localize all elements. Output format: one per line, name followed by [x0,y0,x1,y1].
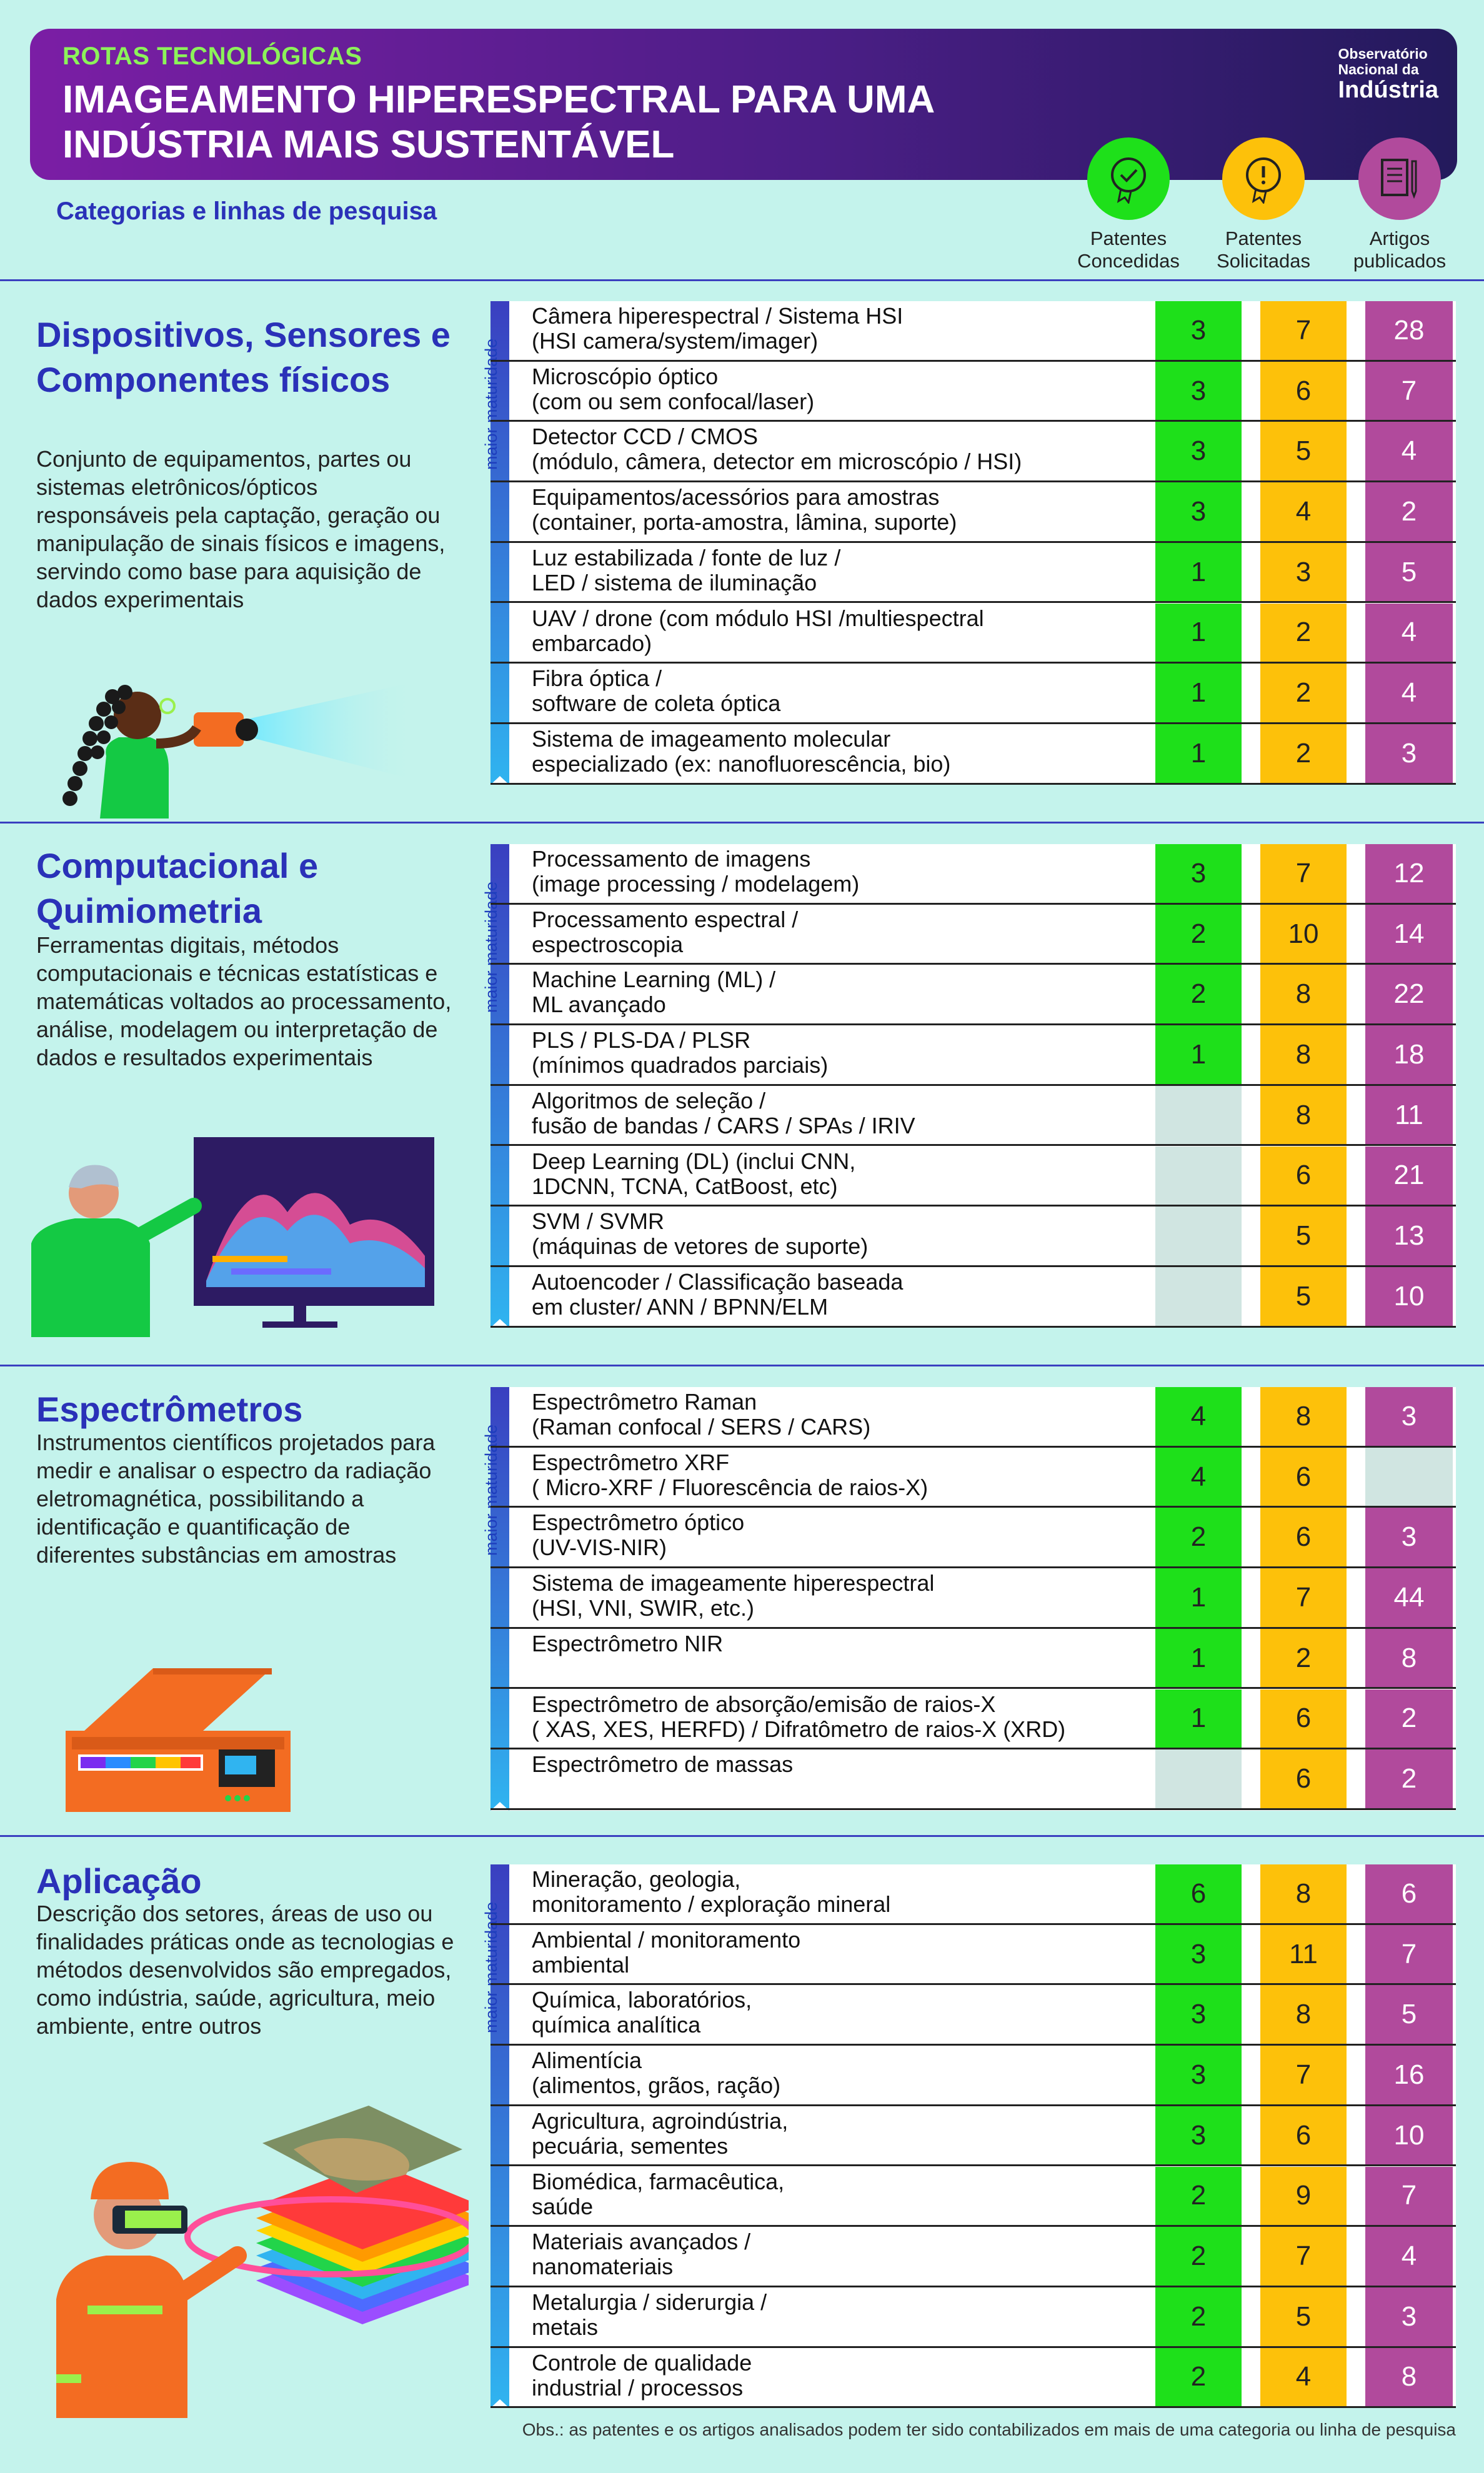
row-label [532,666,1188,716]
row-label-line1: Espectrômetro Raman [532,1389,757,1415]
requested-patents-cell: 8 [1260,1985,1347,2044]
row-label-line1: Sistema de imageamento molecular [532,725,891,752]
row-label-line2: (alimentos, grãos, ração) [532,2072,781,2099]
granted-patents-cell: 2 [1155,905,1242,963]
footnote: Obs.: as patentes e os artigos analisados podem ter sido contabilizados em mais de uma categoria ou linha de pesquisa [522,2420,1456,2439]
requested-patents-cell: 8 [1260,1864,1347,1923]
articles-cell: 5 [1365,543,1453,602]
requested-patents-cell: 7 [1260,2046,1347,2104]
row-label-line1: Processamento espectral / [532,906,799,932]
row-label-line2: industrial / processos [532,2374,744,2401]
row-label-line1: Mineração, geologia, [532,1866,741,1892]
requested-patents-cell: 6 [1260,1448,1347,1506]
row-label-line1: Deep Learning (DL) (inclui CNN, [532,1148,856,1174]
row-label [532,2169,1188,2219]
articles-cell: 3 [1365,724,1453,783]
row-label [532,1631,1188,1656]
row-label-line1: Sistema de imageamente hiperespectral [532,1570,935,1596]
row-label-line1: Controle de qualidade [532,2349,752,2376]
requested-patents-cell: 6 [1260,2106,1347,2165]
table-row [491,1629,1456,1689]
row-label [532,1209,1188,1259]
requested-patents-cell: 9 [1260,2167,1347,2226]
table-row [491,1147,1456,1207]
requested-patents-cell: 2 [1260,604,1347,662]
granted-patents-cell: 4 [1155,1448,1242,1506]
articles-cell: 18 [1365,1025,1453,1084]
section-title-aplicacao: Aplicação [36,1861,202,1901]
row-label-line1: Espectrômetro de massas [532,1751,794,1778]
row-label-line2: software de coleta óptica [532,690,781,717]
articles-cell: 3 [1365,2287,1453,2346]
requested-patents-cell: 8 [1260,1025,1347,1084]
row-label [532,1149,1188,1199]
articles-cell: 7 [1365,1925,1453,1984]
section-desc-computacional: Ferramentas digitais, métodos computacionais e técnicas estatísticas e matemáticas voltados ao processamento, análise, modelagem ou interpretação de dados e resultados experimentais [36,932,452,1070]
table-row [491,1267,1456,1328]
row-label-line1: Fibra óptica / [532,665,662,692]
row-label-line2: (com ou sem confocal/laser) [532,388,815,414]
row-label-line1: Luz estabilizada / fonte de luz / [532,544,841,570]
requested-patents-cell: 6 [1260,1689,1347,1748]
granted-patents-cell: 1 [1155,1025,1242,1084]
row-label-line1: Espectrômetro de absorção/emisão de raios-X [532,1691,996,1717]
maturity-label: maior maturidade [482,1424,500,1556]
table-row [491,362,1456,422]
table-row [491,1086,1456,1147]
row-label-line2: metais [532,2314,599,2340]
row-label-line1: Metalurgia / siderurgia / [532,2289,767,2315]
requested-patents-cell: 2 [1260,724,1347,783]
table-row [491,301,1456,362]
requested-patents-cell: 5 [1260,1267,1347,1326]
logo-line3: Indústria [1338,77,1438,103]
section-desc-espectrometros: Instrumentos científicos projetados para medir e analisar o espectro da radiação eletromagnética, possibilitando a identificação e quantificação de diferentes substâncias em amostras [36,1430,436,1568]
granted-patents-cell: 3 [1155,2106,1242,2165]
row-label-line2: (HSI, VNI, SWIR, etc.) [532,1595,755,1621]
row-label-line2: 1DCNN, TCNA, CatBoost, etc) [532,1173,838,1199]
articles-cell: 3 [1365,1508,1453,1566]
requested-patents-cell: 6 [1260,1749,1347,1808]
requested-patents-cell: 6 [1260,362,1347,420]
table-row [491,482,1456,543]
table-row [491,1207,1456,1267]
row-label-line1: PLS / PLS-DA / PLSR [532,1027,751,1053]
row-label-line1: UAV / drone (com módulo HSI /multiespectral [532,605,984,631]
requested-patents-cell: 11 [1260,1925,1347,1984]
articles-cell: 7 [1365,2167,1453,2226]
table-row [491,1864,1456,1925]
articles-cell: 4 [1365,422,1453,480]
row-label-line1: Microscópio óptico [532,363,719,389]
row-label-line2: especializado (ex: nanofluorescência, bio) [532,750,951,777]
row-label-line1: Espectrômetro NIR [532,1630,724,1656]
requested-patents-cell: 5 [1260,422,1347,480]
articles-cell: 10 [1365,1267,1453,1326]
row-label [532,1571,1188,1621]
articles-cell: 16 [1365,2046,1453,2104]
row-label-line1: Ambiental / monitoramento [532,1926,801,1953]
section-divider [0,1365,1484,1366]
table-row [491,1448,1456,1508]
table-computacional [482,844,1456,1328]
table-row [491,1387,1456,1448]
row-label-line2: (image processing / modelagem) [532,871,860,897]
table-row [491,1689,1456,1750]
table-row [491,2287,1456,2348]
table-row [491,905,1456,965]
page-title: IMAGEAMENTO HIPERESPECTRAL PARA UMA INDÚSTRIA MAIS SUSTENTÁVEL [62,78,934,166]
spectrometer-illustration [59,1656,309,1818]
row-label-line1: Agricultura, agroindústria, [532,2107,789,2134]
granted-patents-cell [1155,1267,1242,1326]
requested-patents-cell: 5 [1260,2287,1347,2346]
article-pen-icon [1358,137,1441,220]
section-divider [0,1835,1484,1837]
articles-cell: 6 [1365,1864,1453,1923]
row-label-line2: pecuária, sementes [532,2132,729,2159]
table-row [491,422,1456,482]
requested-patents-cell: 7 [1260,2227,1347,2286]
row-label-line2: em cluster/ ANN / BPNN/ELM [532,1293,829,1320]
table-row [491,1985,1456,2046]
row-label [532,847,1188,897]
row-label-line2: (mínimos quadrados parciais) [532,1052,829,1078]
row-label [532,1928,1188,1978]
granted-patents-cell: 3 [1155,1985,1242,2044]
table-row [491,664,1456,724]
row-label-line2: (Raman confocal / SERS / CARS) [532,1414,871,1440]
row-label-line1: Equipamentos/acessórios para amostras [532,484,940,510]
articles-cell: 14 [1365,905,1453,963]
row-label [532,2109,1188,2159]
row-label [532,364,1188,414]
granted-patents-cell: 1 [1155,543,1242,602]
row-label-line2: monitoramento / exploração mineral [532,1891,891,1917]
granted-patents-cell [1155,1086,1242,1145]
row-label-line2: fusão de bandas / CARS / SPAs / IRIV [532,1112,915,1138]
row-label [532,1450,1188,1500]
row-label [532,1867,1188,1917]
table-row [491,2167,1456,2227]
articles-cell: 10 [1365,2106,1453,2165]
row-label [532,1988,1188,2038]
row-label [532,304,1188,354]
row-label [532,967,1188,1017]
row-label-line2: saúde [532,2193,594,2219]
legend-requested-line1: Patentes [1225,227,1302,249]
table-row [491,1025,1456,1086]
articles-cell: 13 [1365,1207,1453,1265]
articles-cell: 5 [1365,1985,1453,2044]
requested-patents-cell: 5 [1260,1207,1347,1265]
requested-patents-cell: 4 [1260,2348,1347,2407]
section-title-dispositivos: Dispositivos, Sensores e Componentes físicos [36,315,451,399]
granted-patents-cell: 3 [1155,362,1242,420]
table-dispositivos [482,301,1456,785]
row-label-line2: embarcado) [532,630,652,656]
section-desc-aplicacao: Descrição dos setores, áreas de uso ou finalidades práticas onde as tecnologias e métodos desenvolvidos são empregados, como indústria, saúde, agricultura, meio ambiente, entre outros [36,1901,454,2039]
requested-patents-cell: 8 [1260,965,1347,1023]
granted-patents-cell: 1 [1155,724,1242,783]
legend-articles-line2: publicados [1353,250,1447,272]
requested-patents-cell: 10 [1260,905,1347,963]
granted-patents-cell: 3 [1155,301,1242,360]
row-label-line1: Algoritmos de seleção / [532,1087,766,1113]
legend-granted-line2: Concedidas [1077,250,1180,272]
granted-patents-cell: 3 [1155,1925,1242,1984]
granted-patents-cell [1155,1749,1242,1808]
requested-patents-cell: 8 [1260,1387,1347,1446]
row-label [532,727,1188,777]
row-label [532,1390,1188,1440]
table-row [491,543,1456,604]
section-desc-dispositivos: Conjunto de equipamentos, partes ou sistemas eletrônicos/ópticos responsáveis pela captação, geração ou manipulação de sinais físicos e imagens, servindo como base para aquisição de dados experimentais [36,446,446,612]
row-label [532,2351,1188,2401]
granted-patents-cell [1155,1147,1242,1205]
person-camera-illustration [44,650,431,819]
granted-patents-cell: 1 [1155,1629,1242,1688]
row-label-line2: química analítica [532,2012,701,2038]
articles-cell: 21 [1365,1147,1453,1205]
granted-patents-cell: 2 [1155,2287,1242,2346]
row-label-line2: ambiental [532,1951,630,1978]
row-label [532,907,1188,957]
granted-patents-cell: 2 [1155,1508,1242,1566]
table-row [491,724,1456,785]
row-label [532,2290,1188,2340]
row-label [532,424,1188,474]
row-label-line2: espectroscopia [532,931,684,957]
table-aplicacao [482,1864,1456,2408]
table-row [491,844,1456,905]
table-row [491,1749,1456,1810]
row-label-line1: SVM / SVMR [532,1208,665,1235]
articles-cell: 28 [1365,301,1453,360]
requested-patents-cell: 2 [1260,664,1347,722]
articles-cell: 12 [1365,844,1453,903]
logo-line1: Observatório [1338,46,1428,62]
table-row [491,2348,1456,2409]
row-label-line2: (módulo, câmera, detector em microscópio / HSI) [532,449,1022,475]
row-label-line2: (HSI camera/system/imager) [532,328,819,354]
articles-cell: 3 [1365,1387,1453,1446]
row-label [532,2229,1188,2279]
table-row [491,2046,1456,2106]
granted-patents-cell: 1 [1155,1568,1242,1627]
row-label-line1: Espectrômetro óptico [532,1510,745,1536]
maturity-label: maior maturidade [482,338,500,470]
articles-cell [1365,1448,1453,1506]
row-label [532,1028,1188,1078]
table-row [491,1508,1456,1568]
row-label-line2: ML avançado [532,992,666,1018]
row-label [532,1088,1188,1138]
articles-cell: 22 [1365,965,1453,1023]
row-label-line1: Materiais avançados / [532,2229,751,2255]
articles-cell: 8 [1365,1629,1453,1688]
requested-patents-cell: 7 [1260,1568,1347,1627]
row-label-line1: Câmera hiperespectral / Sistema HSI [532,303,904,329]
table-row [491,604,1456,664]
granted-patents-cell: 2 [1155,965,1242,1023]
requested-patents-cell: 6 [1260,1508,1347,1566]
granted-patents-cell: 3 [1155,2046,1242,2104]
granted-patents-cell: 1 [1155,1689,1242,1748]
articles-cell: 4 [1365,664,1453,722]
legend-granted-line1: Patentes [1090,227,1167,249]
table-row [491,1925,1456,1986]
row-label [532,1692,1188,1742]
articles-cell: 7 [1365,362,1453,420]
row-label-line2: nanomateriais [532,2254,674,2280]
articles-cell: 4 [1365,604,1453,662]
row-label-line2: ( Micro-XRF / Fluorescência de raios-X) [532,1474,929,1500]
section-divider [0,279,1484,281]
row-label [532,1752,1188,1777]
row-label-line1: Espectrômetro XRF [532,1449,730,1475]
row-label-line2: ( XAS, XES, HERFD) / Difratômetro de raios-X (XRD) [532,1716,1066,1742]
table-row [491,1568,1456,1629]
row-label-line1: Detector CCD / CMOS [532,424,759,450]
granted-patents-cell: 4 [1155,1387,1242,1446]
row-label-line2: (container, porta-amostra, lâmina, suporte) [532,509,957,535]
row-label [532,606,1188,656]
table-row [491,2106,1456,2167]
articles-cell: 44 [1365,1568,1453,1627]
logo-line2: Nacional da [1338,61,1419,77]
row-label [532,485,1188,535]
certified-badge-icon [1087,137,1170,220]
pending-badge-icon [1222,137,1305,220]
table-row [491,2227,1456,2287]
legend-requested [1201,137,1326,272]
subtitle: Categorias e linhas de pesquisa [56,197,437,225]
granted-patents-cell: 1 [1155,664,1242,722]
articles-cell: 2 [1365,1689,1453,1748]
requested-patents-cell: 7 [1260,301,1347,360]
row-label-line1: Química, laboratórios, [532,1987,752,2013]
row-label [532,1510,1188,1560]
row-label-line1: Autoencoder / Classificação baseada [532,1268,904,1295]
granted-patents-cell: 2 [1155,2167,1242,2226]
granted-patents-cell: 2 [1155,2348,1242,2407]
row-label-line1: Machine Learning (ML) / [532,967,776,993]
row-label-line2: (UV-VIS-NIR) [532,1535,667,1561]
requested-patents-cell: 2 [1260,1629,1347,1688]
row-label-line2: LED / sistema de iluminação [532,569,817,595]
row-label [532,545,1188,595]
legend-articles [1337,137,1462,272]
section-title-espectrometros: Espectrômetros [36,1390,303,1429]
requested-patents-cell: 3 [1260,543,1347,602]
table-row [491,965,1456,1025]
row-label-line1: Biomédica, farmacêutica, [532,2168,785,2194]
header-kicker: ROTAS TECNOLÓGICAS [62,42,362,70]
granted-patents-cell: 1 [1155,604,1242,662]
legend-requested-line2: Solicitadas [1217,250,1310,272]
row-label [532,2048,1188,2098]
granted-patents-cell: 3 [1155,844,1242,903]
legend-granted [1066,137,1191,272]
maturity-label: maior maturidade [482,1901,500,2033]
person-monitor-illustration [25,1131,437,1337]
maturity-label: maior maturidade [482,881,500,1013]
row-label-line1: Processamento de imagens [532,846,811,872]
row-label-line1: Alimentícia [532,2048,642,2074]
row-label-line2: (máquinas de vetores de suporte) [532,1233,869,1260]
requested-patents-cell: 6 [1260,1147,1347,1205]
articles-cell: 4 [1365,2227,1453,2286]
granted-patents-cell [1155,1207,1242,1265]
section-title-computacional: Computacional e Quimiometria [36,846,319,930]
granted-patents-cell: 2 [1155,2227,1242,2286]
articles-cell: 2 [1365,1749,1453,1808]
requested-patents-cell: 7 [1260,844,1347,903]
granted-patents-cell: 3 [1155,422,1242,480]
requested-patents-cell: 8 [1260,1086,1347,1145]
section-divider [0,822,1484,824]
granted-patents-cell: 6 [1155,1864,1242,1923]
requested-patents-cell: 4 [1260,482,1347,541]
articles-cell: 2 [1365,482,1453,541]
articles-cell: 8 [1365,2348,1453,2407]
articles-cell: 11 [1365,1086,1453,1145]
logo [1338,46,1438,102]
person-vr-layers-illustration [31,2093,469,2418]
legend-articles-line1: Artigos [1369,227,1430,249]
row-label [532,1270,1188,1320]
table-espectrometros [482,1387,1456,1811]
granted-patents-cell: 3 [1155,482,1242,541]
